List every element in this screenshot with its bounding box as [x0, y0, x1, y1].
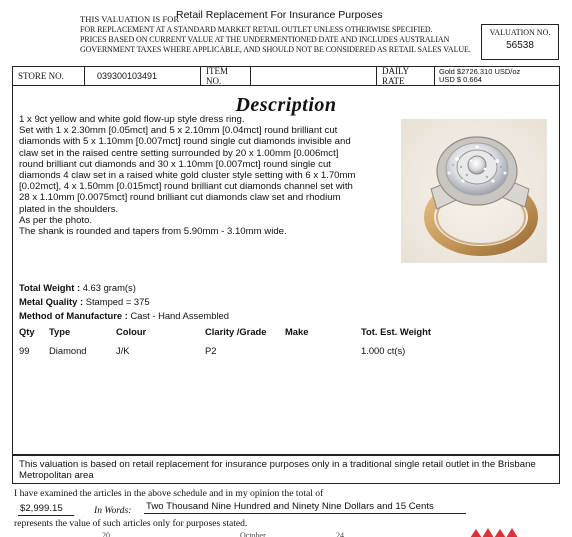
description-line: [0.02mct], 4 x 1.50mm [0.015mct] round brilliant cut diamonds channel set with	[19, 181, 353, 193]
metal-quality	[19, 296, 150, 307]
daily-rate-label: DAILY RATE	[377, 67, 435, 85]
daily-rate-usd: USD $ 0.664	[439, 75, 482, 84]
col-clarity: Clarity /Grade	[205, 326, 267, 337]
valuation-purpose: Retail Replacement For Insurance Purposes	[176, 9, 383, 21]
col-make: Make	[285, 326, 309, 337]
ring-photo	[401, 119, 547, 263]
daily-rate-gold: Gold $2726.310 USD/oz	[439, 66, 521, 76]
metal-quality-label: Metal Quality :	[19, 296, 84, 307]
description-line: As per the photo.	[19, 214, 93, 226]
cell-clarity: P2	[205, 345, 217, 356]
description-line: diamonds 4 claw set in a raised white gold cluster style setting with 6 x 1.70mm	[19, 170, 356, 182]
total-weight-value: 4.63 gram(s)	[82, 282, 136, 293]
valuation-note: This valuation is based on retail replacement for insurance purposes only in a traditional single retail outlet in the Brisbane Metropolitan area	[12, 455, 560, 484]
metal-quality-value: Stamped = 375	[85, 296, 150, 307]
cell-type: Diamond	[49, 345, 87, 356]
description-line: plated in the shoulders.	[19, 203, 119, 215]
valuation-purpose-label: THIS VALUATION IS FOR	[80, 14, 180, 24]
amount-underline	[18, 515, 74, 516]
total-weight	[19, 282, 136, 293]
table-row	[19, 345, 539, 357]
in-words-underline	[144, 513, 466, 514]
col-colour: Colour	[116, 326, 147, 337]
description-line: round brilliant cut diamonds and 30 x 1.10mm [0.007mct] round single cut	[19, 158, 331, 170]
description-panel	[12, 86, 560, 455]
date-fragment-2: October	[240, 531, 266, 537]
description-line: 28 x 1.10mm [0.0075mct] round brilliant cut diamonds claw set and rhodium	[19, 192, 341, 204]
description-text	[19, 114, 395, 237]
store-no-value: 039300103491	[85, 67, 201, 85]
col-qty: Qty	[19, 326, 35, 337]
date-fragment-1: 20	[102, 531, 110, 537]
valuation-number: 56538	[506, 40, 534, 51]
store-row	[12, 66, 560, 86]
stamp-mark	[468, 526, 522, 537]
col-weight: Tot. Est. Weight	[361, 326, 431, 337]
description-line: 1 x 9ct yellow and white gold flow-up style dress ring.	[19, 114, 245, 125]
total-weight-label: Total Weight :	[19, 282, 81, 293]
description-title: Description	[235, 94, 337, 116]
total-amount	[20, 503, 70, 514]
store-no-label: STORE NO.	[13, 67, 85, 85]
method-of-manufacture	[19, 310, 229, 321]
header-line-1: FOR REPLACEMENT AT A STANDARD MARKET RETAIL OUTLET UNLESS OTHERWISE SPECIFIED.	[80, 25, 433, 34]
header-line-2: PRICES BASED ON CURRENT VALUE AT THE UNDERMENTIONED DATE AND INCLUDES AUSTRALIAN	[80, 35, 450, 44]
cell-weight: 1.000 ct(s)	[361, 345, 406, 356]
cell-qty: 99	[19, 345, 30, 356]
valuation-number-box	[481, 24, 559, 60]
in-words-label: In Words:	[94, 505, 132, 516]
manufacture-value: Cast - Hand Assembled	[130, 310, 229, 321]
description-line: diamonds with 5 x 1.10mm [0.007mct] round single cut diamonds invisible and	[19, 136, 351, 148]
total-amount-value: $2,999.15	[20, 503, 63, 514]
stone-table-header	[19, 326, 539, 338]
item-no-label: ITEM NO.	[201, 67, 251, 85]
examined-statement: I have examined the articles in the above schedule and in my opinion the total of	[14, 488, 324, 499]
description-line: claw set in the raised centre setting surrounded by 20 x 1.00mm [0.006mct]	[19, 147, 339, 159]
header-line-3: GOVERNMENT TAXES WHERE APPLICABLE, AND SHOULD NOT BE CONSIDERED AS RETAIL SALES VALUE.	[80, 45, 471, 54]
valuation-number-label: VALUATION NO.	[489, 28, 551, 37]
description-line: Set with 1 x 2.30mm [0.05mct] and 5 x 2.10mm [0.04mct] round brilliant cut	[19, 125, 338, 137]
col-type: Type	[49, 326, 71, 337]
item-no-value	[251, 67, 377, 85]
manufacture-label: Method of Manufacture :	[19, 310, 128, 321]
description-line: The shank is rounded and tapers from 5.90mm - 3.10mm wide.	[19, 226, 287, 238]
represents-statement: represents the value of such articles only for purposes stated.	[14, 518, 248, 529]
date-fragment-3: 24	[336, 531, 344, 537]
cell-colour: J/K	[116, 345, 130, 356]
daily-rate-values	[435, 67, 559, 85]
in-words-value: Two Thousand Nine Hundred and Ninety Nine Dollars and 15 Cents	[146, 501, 434, 512]
